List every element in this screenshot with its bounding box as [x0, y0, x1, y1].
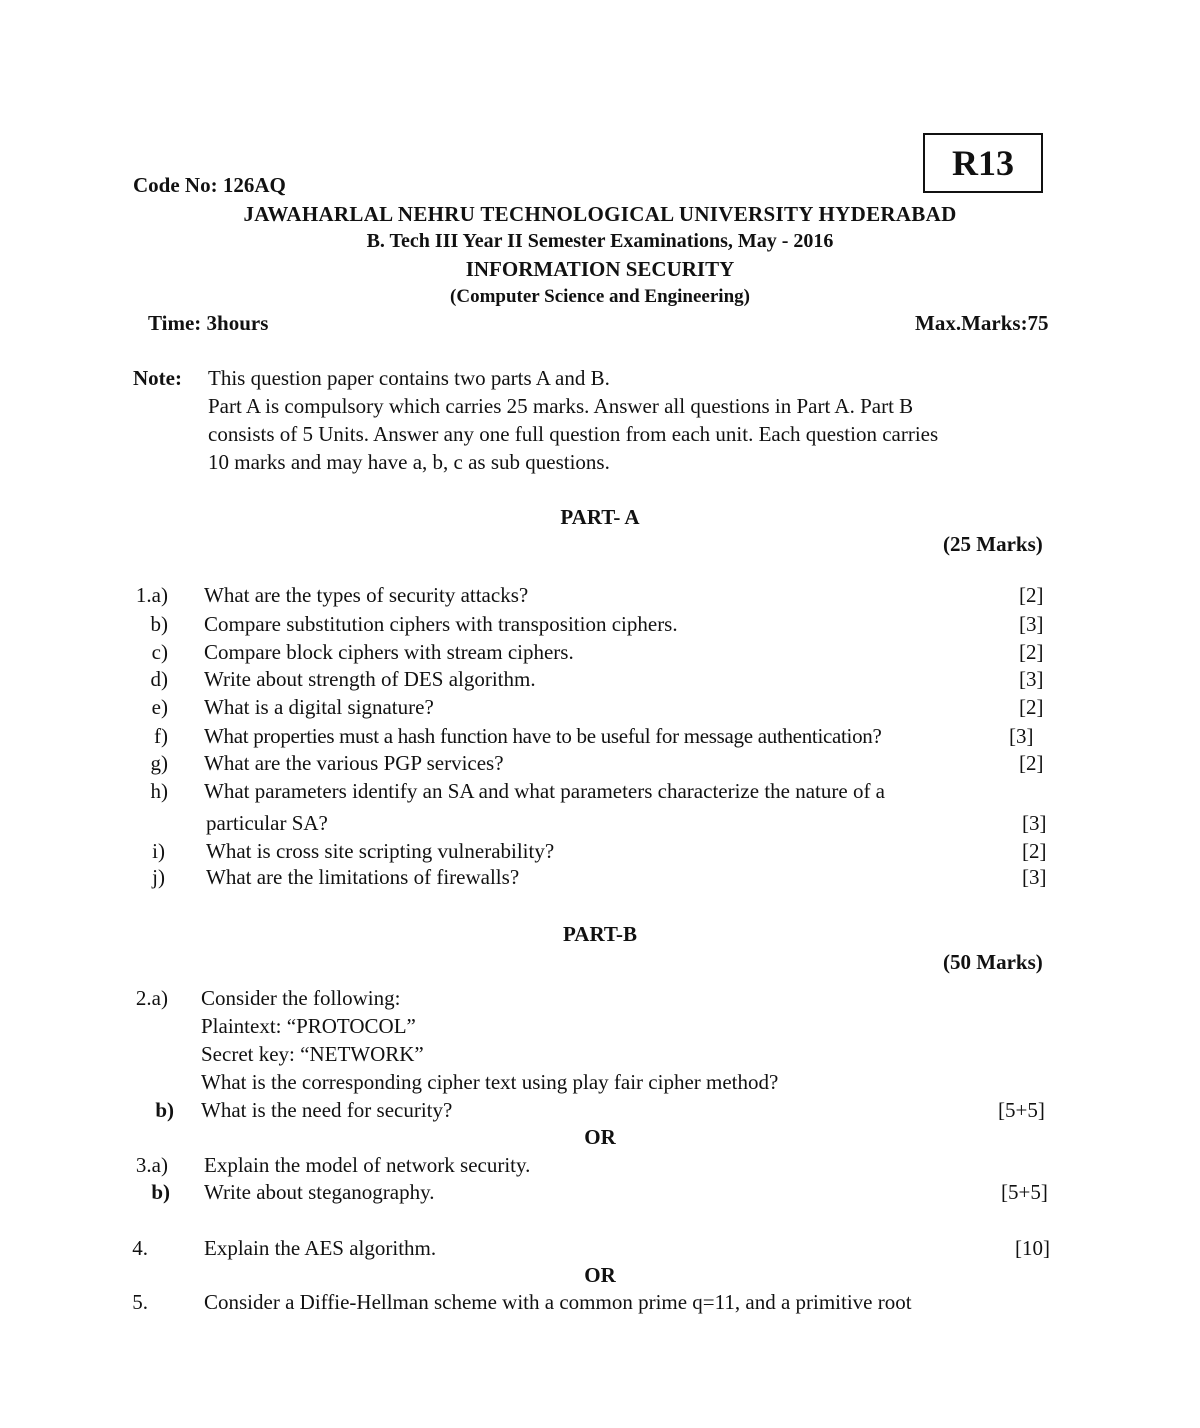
- question-text: What is the corresponding cipher text using play fair cipher method?: [201, 1070, 779, 1094]
- question-marks: [2]: [1022, 839, 1047, 863]
- or-separator: OR: [584, 1263, 616, 1287]
- question-text: Secret key: “NETWORK”: [201, 1042, 424, 1066]
- question-text: Explain the AES algorithm.: [204, 1236, 437, 1260]
- question-number: b): [150, 612, 168, 636]
- question-number: 5.: [132, 1290, 148, 1314]
- question-text: What is cross site scripting vulnerability?: [206, 839, 555, 863]
- question-text: Consider a Diffie-Hellman scheme with a common prime q=11, and a primitive root: [204, 1290, 912, 1314]
- question-marks: [2]: [1019, 695, 1044, 719]
- note-label: Note:: [133, 366, 182, 390]
- code-number: Code No: 126AQ: [133, 173, 286, 197]
- question-number: b): [151, 1180, 170, 1204]
- part-a-marks: (25 Marks): [943, 532, 1043, 556]
- question-text: Compare substitution ciphers with transposition ciphers.: [204, 612, 678, 636]
- question-marks: [2]: [1019, 583, 1044, 607]
- max-marks-label: Max.Marks:75: [915, 311, 1049, 335]
- branch-title: (Computer Science and Engineering): [450, 286, 750, 307]
- exam-title: B. Tech III Year II Semester Examinations, May - 2016: [366, 230, 834, 252]
- question-marks: [10]: [1015, 1236, 1050, 1260]
- question-text: Compare block ciphers with stream ciphers.: [204, 640, 574, 664]
- part-b-title: PART-B: [563, 922, 637, 946]
- or-separator: OR: [584, 1125, 616, 1149]
- question-number: d): [150, 667, 168, 691]
- question-marks: [3]: [1022, 865, 1047, 889]
- question-text: What are the types of security attacks?: [204, 583, 529, 607]
- question-number: e): [151, 695, 168, 719]
- question-text: What is a digital signature?: [204, 695, 434, 719]
- time-label: Time: 3hours: [148, 311, 269, 335]
- question-number: b): [155, 1098, 174, 1122]
- question-number: 4.: [132, 1236, 148, 1260]
- university-name: JAWAHARLAL NEHRU TECHNOLOGICAL UNIVERSITY HYDERABAD: [243, 202, 957, 226]
- note-line: Part A is compulsory which carries 25 marks. Answer all questions in Part A. Part B: [208, 394, 914, 418]
- question-number: h): [150, 779, 168, 803]
- question-text: particular SA?: [206, 811, 328, 835]
- question-number: 3.a): [135, 1153, 168, 1177]
- question-text: What properties must a hash function have to be useful for message authentication?: [204, 724, 882, 748]
- question-text: Write about strength of DES algorithm.: [204, 667, 536, 691]
- part-a-title: PART- A: [560, 505, 640, 529]
- note-line: 10 marks and may have a, b, c as sub questions.: [208, 450, 610, 474]
- question-text: Consider the following:: [201, 986, 401, 1010]
- question-text: Plaintext: “PROTOCOL”: [201, 1014, 416, 1038]
- question-marks: [3]: [1019, 667, 1044, 691]
- subject-title: INFORMATION SECURITY: [465, 257, 735, 281]
- regulation-box: R13: [923, 133, 1043, 193]
- part-b-marks: (50 Marks): [943, 950, 1043, 974]
- note-line: This question paper contains two parts A and B.: [208, 366, 610, 390]
- question-number: 1.a): [135, 583, 168, 607]
- question-text: Write about steganography.: [204, 1180, 435, 1204]
- question-marks: [2]: [1019, 640, 1044, 664]
- question-number: i): [152, 839, 165, 863]
- question-marks: [3]: [1019, 612, 1044, 636]
- question-marks: [2]: [1019, 751, 1044, 775]
- question-number: f): [154, 724, 168, 748]
- question-number: 2.a): [135, 986, 168, 1010]
- question-marks: [5+5]: [998, 1098, 1045, 1122]
- question-marks: [3]: [1009, 724, 1034, 748]
- question-text: What is the need for security?: [201, 1098, 453, 1122]
- question-number: c): [151, 640, 168, 664]
- question-text: What are the various PGP services?: [204, 751, 504, 775]
- question-text: Explain the model of network security.: [204, 1153, 531, 1177]
- question-text: What parameters identify an SA and what parameters characterize the nature of a: [204, 779, 886, 803]
- note-line: consists of 5 Units. Answer any one full question from each unit. Each question carries: [208, 422, 939, 446]
- question-text: What are the limitations of firewalls?: [206, 865, 520, 889]
- question-number: j): [152, 865, 165, 889]
- question-number: g): [150, 751, 168, 775]
- question-marks: [5+5]: [1001, 1180, 1048, 1204]
- question-marks: [3]: [1022, 811, 1047, 835]
